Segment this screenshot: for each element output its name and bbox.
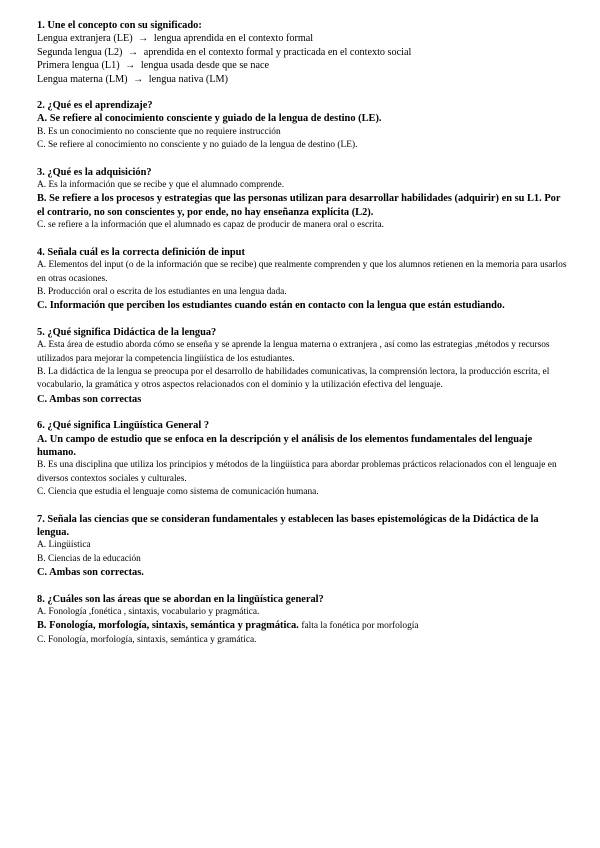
option-b: B. La didáctica de la lengua se preocupa por el desarrollo de habilidades comunicativas, la comprensión lectora, la producción escrita, el vocabulario, la gramática y otros aspectos relacionados con el dominio y la utilización efectiva del lenguaje. [37,366,550,391]
option-c-correct: C. Información que perciben los estudiantes cuando están en contacto con la lengua que están estudiando. [37,300,505,312]
option-b-correct: B. Se refiere a los procesos y estrategias que las personas utilizan para desarrollar habilidades (adquirir) en su L1. Por el contrario, no son conscientes y, por ende, no hay enseñanza explícita (L2). [37,193,561,218]
question-title: 7. Señala las ciencias que se consideran fundamentales y establecen las bases epistemológicas de la Didáctica de la lengua. [37,513,539,538]
match-pair [37,32,570,45]
question-8 [37,593,570,648]
match-pair [37,46,570,59]
option-c: C. se refiere a la información que el alumnado es capaz de producir de manera oral o escrita. [37,220,384,231]
definition: lengua aprendida en el contexto formal [153,33,314,45]
definition: aprendida en el contexto formal y practicada en el contexto social [143,46,412,58]
question-3 [37,166,570,233]
question-title: 4. Señala cuál es la correcta definición de input [37,246,245,258]
option-b-correct [37,619,570,633]
match-pair [37,59,570,72]
match-pair [37,73,570,86]
arrow-right-icon: → [125,60,136,72]
option-b-text: B. Fonología, morfología, sintaxis, semántica y pragmática. [37,620,299,632]
option-b: B. Es una disciplina que utiliza los principios y métodos de la lingüística para abordar problemas prácticos relacionados con el lenguaje en diversos contextos sociales y culturales. [37,460,557,484]
option-a: A. Lingüística [37,540,91,551]
question-5 [37,326,570,406]
option-c: C. Se refiere al conocimiento no consciente y no guiado de la lengua de destino (LE). [37,140,358,151]
option-c-correct: C. Ambas son correctas [37,393,142,405]
option-c: C. Ciencia que estudia el lenguaje como sistema de comunicación humana. [37,487,319,498]
term: Primera lengua (L1) [37,60,120,72]
term: Lengua materna (LM) [37,73,128,85]
question-title: 1. Une el concepto con su significado: [37,20,202,31]
option-c-correct: C. Ambas son correctas. [37,567,144,579]
option-c: C. Fonología, morfología, sintaxis, semántica y gramática. [37,634,257,645]
arrow-right-icon: → [133,73,144,85]
question-title: 5. ¿Qué significa Didáctica de la lengua? [37,326,217,338]
question-4 [37,246,570,313]
question-title: 3. ¿Qué es la adquisición? [37,166,152,178]
arrow-right-icon: → [127,46,139,58]
question-title: 8. ¿Cuáles son las áreas que se abordan en la lingüística general? [37,593,324,605]
definition: lengua nativa (LM) [148,73,229,85]
option-a: A. Elementos del input (o de la información que se recibe) que realmente comprenden y que los alumnos retienen en la memoria para usarlos en otras ocasiones. [37,260,567,284]
option-b: B. Es un conocimiento no consciente que no requiere instrucción [37,126,281,137]
question-6 [37,419,570,499]
option-a: A. Esta área de estudio aborda cómo se enseña y se aprende la lengua materna o extranjera , así como las estrategias ,métodos y recursos utilizados para mejorar la competencia lingüística de los estudiantes. [37,340,550,364]
term: Segunda lengua (L2) [37,46,123,58]
term: Lengua extranjera (LE) [37,33,133,45]
arrow-right-icon: → [138,33,149,45]
option-a: A. Es la información que se recibe y que el alumnado comprende. [37,180,285,191]
correction-note: falta la fonética por morfología [301,621,419,632]
option-b: B. Ciencias de la educación [37,553,141,564]
question-2 [37,99,570,153]
option-a-correct: A. Un campo de estudio que se enfoca en la descripción y el análisis de los elementos fundamentales del lenguaje humano. [37,433,533,458]
option-a: A. Fonología ,fonética , sintaxis, vocabulario y pragmática. [37,607,260,618]
question-title: 2. ¿Qué es el aprendizaje? [37,100,153,112]
question-title: 6. ¿Qué significa Lingüística General ? [37,420,210,432]
definition: lengua usada desde que se nace [140,60,270,72]
option-b: B. Producción oral o escrita de los estudiantes en una lengua dada. [37,286,287,297]
question-1 [37,19,570,86]
option-a-correct: A. Se refiere al conocimiento consciente y guiado de la lengua de destino (LE). [37,113,382,125]
question-7 [37,513,570,580]
